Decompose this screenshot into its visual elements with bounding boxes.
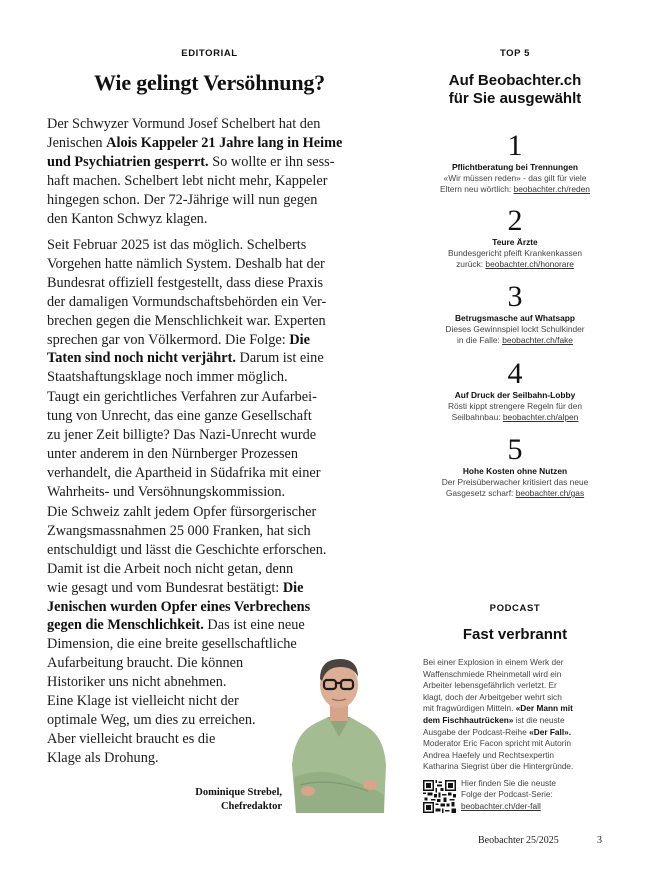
rank-link[interactable]: beobachter.ch/alpen: [502, 412, 579, 422]
text-line: entschuldigt und lässt die Geschichte erforschen.: [47, 541, 327, 558]
rank-text: [415, 184, 615, 195]
text-line: Aufarbeitung braucht. Die können: [47, 655, 244, 672]
rank-number: 5: [507, 433, 523, 466]
podcast-qr-caption: [461, 778, 621, 812]
text-line: Bei einer Explosion in einem Werk der: [423, 657, 564, 667]
text-run: Jenischen: [47, 134, 107, 151]
text-run: Das ist eine neue: [203, 617, 305, 634]
rank-link[interactable]: beobachter.ch/reden: [513, 184, 590, 194]
text-run: in die Falle:: [457, 335, 503, 345]
rank-number: 3: [507, 280, 523, 313]
rank-number: 2: [507, 204, 523, 237]
text-run: Eltern neu wörtlich:: [440, 184, 514, 194]
author-name: Dominique Strebel,: [195, 787, 282, 798]
text-line: [47, 598, 372, 617]
text-run: wie gesagt und vom Bundesrat bestätigt:: [47, 579, 283, 596]
text-line: Klage als Drohung.: [47, 749, 159, 766]
text-line: den Kanton Schwyz klagen.: [47, 210, 208, 227]
podcast-kicker: PODCAST: [489, 603, 541, 614]
text-line: hingegen schon. Der 72-Jährige will nun gegen: [47, 191, 318, 208]
author-role: Chefredaktor: [220, 800, 282, 812]
text-line: zu jener Zeit billigte? Das Nazi-Unrecht wurde: [47, 426, 317, 443]
bold-run: «Der Fall».: [529, 726, 572, 737]
text-line: Eine Klage ist vielleicht nicht der: [47, 693, 239, 710]
top5-item: [415, 357, 615, 423]
text-line: [423, 703, 618, 715]
bold-run: Die: [282, 579, 304, 596]
text-line: klagt, doch der Arbeitgeber wehrt sich: [423, 691, 562, 702]
footer-magazine-issue: Beobachter 25/2025: [478, 835, 559, 846]
text-line: Folge der Podcast-Serie:: [461, 789, 553, 800]
text-run: Ausgabe der Podcast-Reihe: [423, 726, 530, 737]
bold-run: Die: [289, 331, 310, 348]
text-line: [423, 727, 618, 739]
text-line: Zwangsmassnahmen 25 000 Franken, hat sich: [47, 522, 311, 539]
author-portrait: [288, 645, 388, 813]
text-line: Taugt ein gerichtliches Verfahren zur Aufarbei-: [47, 389, 317, 405]
editorial-kicker: EDITORIAL: [181, 48, 238, 59]
qr-code-icon[interactable]: [423, 780, 456, 813]
bold-run: Jenischen wurden Opfer eines Verbrechens: [47, 598, 311, 615]
text-line: [47, 579, 372, 598]
bold-run: dem Fischhautrücken»: [423, 714, 514, 725]
text-line: Arbeiter lebensgefährlich verletzt. Er: [423, 680, 557, 691]
text-line: Damit ist die Arbeit noch nicht getan, denn: [47, 560, 294, 577]
rank-link[interactable]: beobachter.ch/gas: [515, 488, 585, 498]
text-line: [47, 349, 372, 368]
top5-title: [415, 72, 615, 108]
text-line: [47, 331, 372, 350]
rank-number: 4: [507, 357, 523, 390]
top5-title-line: für Sie ausgewählt: [448, 90, 582, 107]
rank-link[interactable]: beobachter.ch/honorare: [485, 259, 574, 269]
text-line: Andrea Haefely und Rechtsexpertin: [423, 749, 554, 760]
text-line: Der Schwyzer Vormund Josef Schelbert hat den: [47, 116, 321, 132]
bold-run: «Der Mann mit: [515, 703, 573, 714]
text-line: [47, 134, 372, 153]
text-line: Moderator Eric Facon spricht mit Autorin: [423, 738, 572, 749]
text-line: Aber vielleicht braucht es die: [47, 730, 216, 747]
text-line: Die Schweiz zahlt jedem Opfer fürsorgerischer: [47, 504, 317, 520]
text-line: Katharina Siegrist über die Hintergründe.: [423, 761, 574, 772]
text-run: mit fragwürdigen Mitteln.: [423, 703, 516, 714]
author-signature: [122, 786, 282, 813]
text-line: Staatshaftungsklage noch immer möglich.: [47, 369, 288, 386]
text-line: [47, 153, 372, 172]
paragraph-3: [47, 388, 372, 501]
paragraph-1: [47, 115, 372, 228]
rank-text: Bundesgericht pfeift Krankenkassen: [447, 248, 583, 258]
rank-text: «Wir müssen reden» - das gilt für viele: [443, 173, 587, 183]
bold-run: und Psychiatrien gesperrt.: [47, 153, 209, 170]
rank-headline: Teure Ärzte: [492, 237, 538, 247]
rank-headline: Betrugsmasche auf Whatsapp: [454, 313, 576, 323]
rank-text: Dieses Gewinnspiel lockt Schulkinder: [445, 324, 585, 334]
text-line: [47, 616, 372, 635]
text-line: Hier finden Sie die neuste: [461, 778, 557, 788]
text-line: unter anderem in den Nürnberger Prozessen: [47, 445, 299, 462]
top5-item: [415, 280, 615, 346]
podcast-link[interactable]: beobachter.ch/der-fall: [461, 800, 541, 811]
text-line: tung von Unrecht, das eine ganze Gesellschaft: [47, 407, 312, 424]
rank-text: [415, 488, 615, 499]
bold-run: gegen die Menschlichkeit.: [47, 617, 204, 634]
bold-run: Taten sind noch nicht verjährt.: [47, 350, 236, 367]
text-run: sprechen gar von Völkermord. Die Folge:: [47, 331, 290, 348]
rank-text: Der Preisüberwacher kritisiert das neue: [441, 477, 589, 487]
text-run: Darum ist eine: [235, 350, 324, 367]
paragraph-2: [47, 236, 372, 387]
text-line: verhandelt, die Apartheid in Südafrika mit einer: [47, 464, 321, 481]
rank-number: 1: [507, 129, 523, 162]
rank-headline: Hohe Kosten ohne Nutzen: [462, 466, 568, 476]
top5-item: [415, 433, 615, 499]
text-line: optimale Weg, um dies zu erreichen.: [47, 711, 256, 728]
editorial-headline: Wie gelingt Versöhnung?: [94, 70, 325, 95]
rank-text: [415, 412, 615, 423]
top5-item: [415, 204, 615, 270]
footer-page-number: 3: [597, 835, 602, 846]
text-line: Bundesrat offiziell festgestellt, dass diese Praxis: [47, 274, 324, 291]
text-line: Vorgehen hatte nämlich System. Deshalb hat der: [47, 255, 325, 272]
top5-title-line: Auf Beobachter.ch: [448, 72, 582, 89]
text-line: Wahrheits- und Versöhnungskommission.: [47, 483, 286, 500]
rank-text: Rösti kippt strengere Regeln für den: [447, 401, 583, 411]
text-run: Gasgesetz scharf:: [445, 488, 516, 498]
text-line: [423, 715, 618, 727]
rank-text: [415, 335, 615, 346]
top5-item: [415, 129, 615, 195]
text-line: brechen gegen die Menschlichkeit war. Experten: [47, 312, 326, 329]
rank-link[interactable]: beobachter.ch/fake: [502, 335, 573, 345]
text-run: Seilbahnbau:: [451, 412, 503, 422]
text-line: Historiker uns nicht abnehmen.: [47, 674, 227, 691]
text-run: So wollte er ihn sess-: [208, 153, 335, 170]
text-line: Dimension, die eine breite gesellschaftliche: [47, 636, 297, 653]
text-line: Waffenschmiede Rheinmetall wird ein: [423, 668, 562, 679]
text-line: der damaligen Vormundschaftsbehörden ein Ver-: [47, 293, 327, 310]
text-line: Seit Februar 2025 ist das möglich. Schelberts: [47, 237, 307, 253]
rank-headline: Pflichtberatung bei Trennungen: [451, 162, 579, 172]
podcast-title: Fast verbrannt: [462, 626, 568, 643]
text-run: ist die neuste: [513, 714, 565, 725]
bold-run: Alois Kappeler 21 Jahre lang in Heime: [106, 134, 343, 151]
text-line: haft machen. Schelbert lebt nicht mehr, Kappeler: [47, 172, 328, 189]
top5-kicker: TOP 5: [499, 48, 531, 59]
rank-headline: Auf Druck der Seilbahn-Lobby: [454, 390, 576, 400]
rank-text: [415, 259, 615, 270]
text-run: zurück:: [456, 259, 486, 269]
podcast-body: [423, 657, 618, 773]
